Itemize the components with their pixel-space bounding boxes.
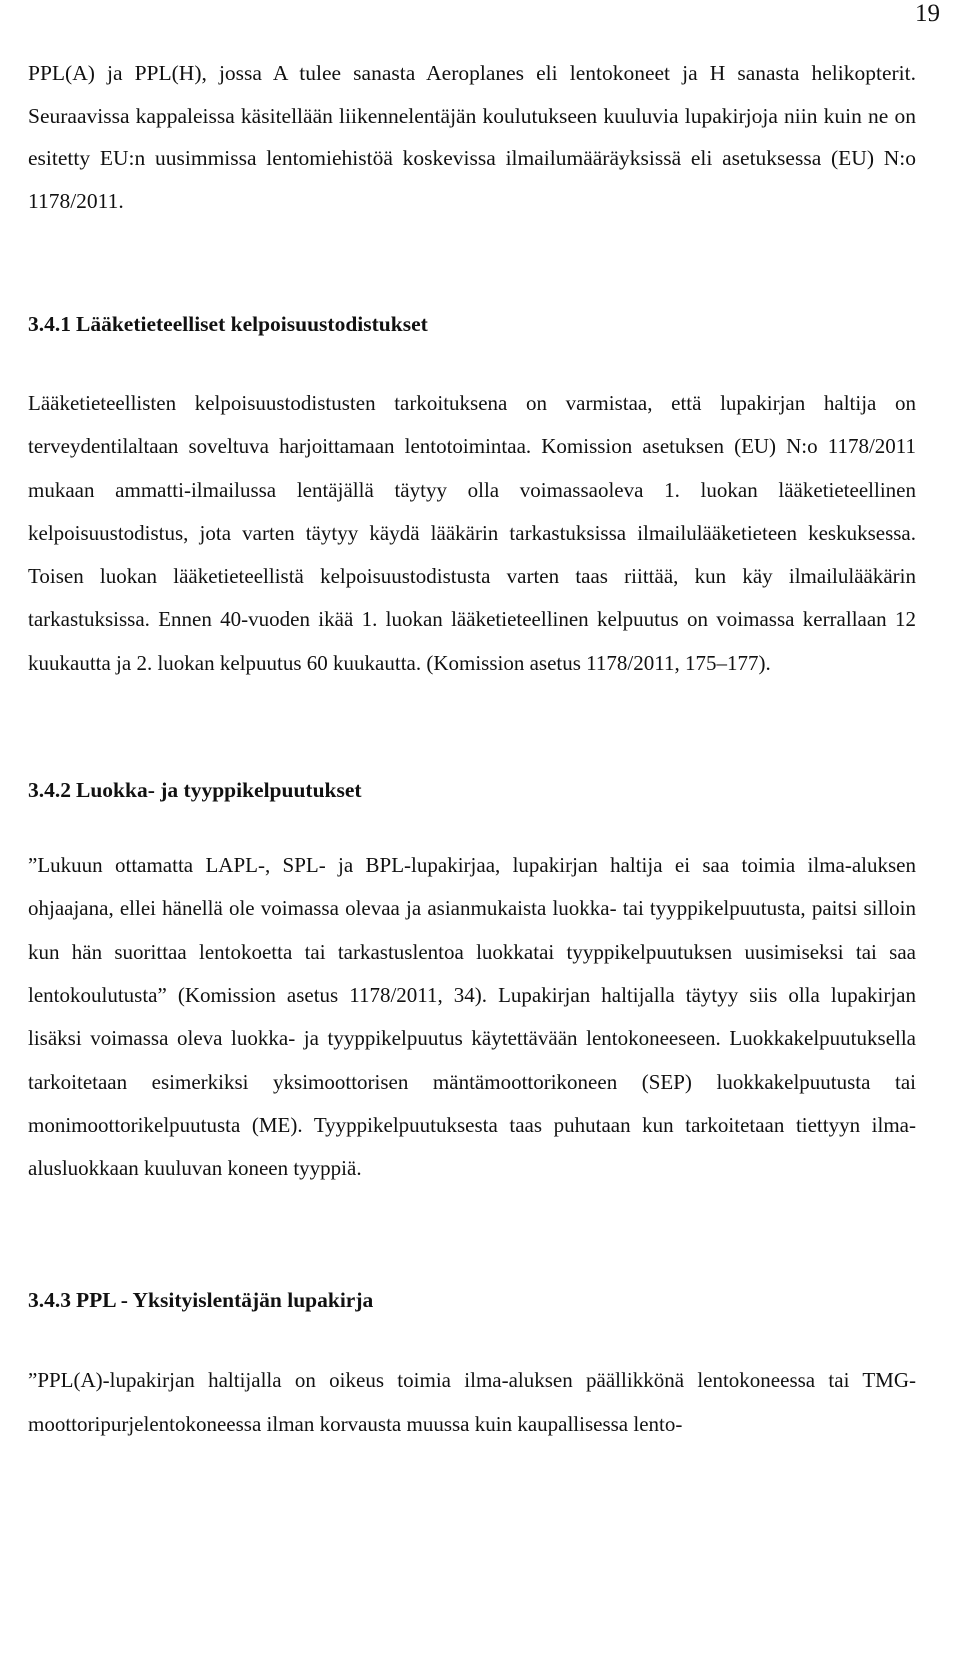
section-title: Lääketieteelliset kelpoisuustodistukset [76,312,428,336]
section-heading [28,310,916,338]
section-body: ”Lukuun ottamatta LAPL-, SPL- ja BPL-lupakirjaa, lupakirjan haltija ei saa toimia ilma-aluksen ohjaajana, ellei hänellä ole voimassa olevaa ja asianmukaista luokka- tai tyyppikelpuutusta, paitsi silloin kun hän suorittaa lentokoetta tai tarkastuslentoa luokkatai tyyppikelpuutuksen uusimiseksi tai saa lentokoulutusta” (Komission asetus 1178/2011, 34). Lupakirjan haltijalla täytyy siis olla lupakirjan lisäksi voimassa oleva luokka- ja tyyppikelpuutus käytettävään lentokoneeseen. Luokkakelpuutuksella tarkoitetaan esimerkiksi yksimoottorisen mäntämoottorikoneen (SEP) luokkakelpuutusta tai monimoottorikelpuutusta (ME). Tyyppikelpuutuksesta taas puhutaan kun tarkoitetaan tiettyyn ilma-alusluokkaan kuuluvan koneen tyyppiä. [28,853,916,1181]
section-body: ”PPL(A)-lupakirjan haltijalla on oikeus toimia ilma-aluksen päällikkönä lentokoneessa tai TMG-moottoripurjelentokoneessa ilman korvausta muussa kuin kaupallisessa lento- [28,1368,916,1436]
intro-paragraph: PPL(A) ja PPL(H), jossa A tulee sanasta Aeroplanes eli lentokoneet ja H sanasta helikopterit. Seuraavissa kappaleissa käsitellään liikennelentäjän koulutukseen kuuluvia lupakirjoja niin kuin ne on esitetty EU:n uusimmissa lentomiehistöä koskevissa ilmailumääräyksissä eli asetuksessa (EU) N:o 1178/2011. [28,61,916,213]
section-heading [28,1286,916,1314]
section-heading [28,776,916,804]
document-body [28,52,916,1446]
section-body: Lääketieteellisten kelpoisuustodistusten tarkoituksena on varmistaa, että lupakirjan haltija on terveydentilaltaan soveltuva harjoittamaan lentotoimintaa. Komission asetuksen (EU) N:o 1178/2011 mukaan ammatti-ilmailussa lentäjällä täytyy olla voimassaoleva 1. luokan lääketieteellinen kelpoisuustodistus, jota varten täytyy käydä lääkärin tarkastuksissa ilmailulääketieteen keskuksessa. Toisen luokan lääketieteellistä kelpoisuustodistusta varten taas riittää, kun käy ilmailulääkärin tarkastuksissa. Ennen 40-vuoden ikää 1. luokan lääketieteellinen kelpuutus on voimassa kerrallaan 12 kuukautta ja 2. luokan kelpuutus 60 kuukautta. (Komission asetus 1178/2011, 175–177). [28,391,916,675]
section-3-4-3 [28,1286,916,1446]
section-3-4-1 [28,310,916,685]
section-number: 3.4.1 [28,312,71,336]
section-title: PPL - Yksityislentäjän lupakirja [76,1288,374,1313]
section-number: 3.4.3 [28,1288,71,1313]
section-title: Luokka- ja tyyppikelpuutukset [76,778,362,803]
section-number: 3.4.2 [28,778,71,803]
section-3-4-2 [28,776,916,1190]
page-number: 19 [915,0,940,27]
